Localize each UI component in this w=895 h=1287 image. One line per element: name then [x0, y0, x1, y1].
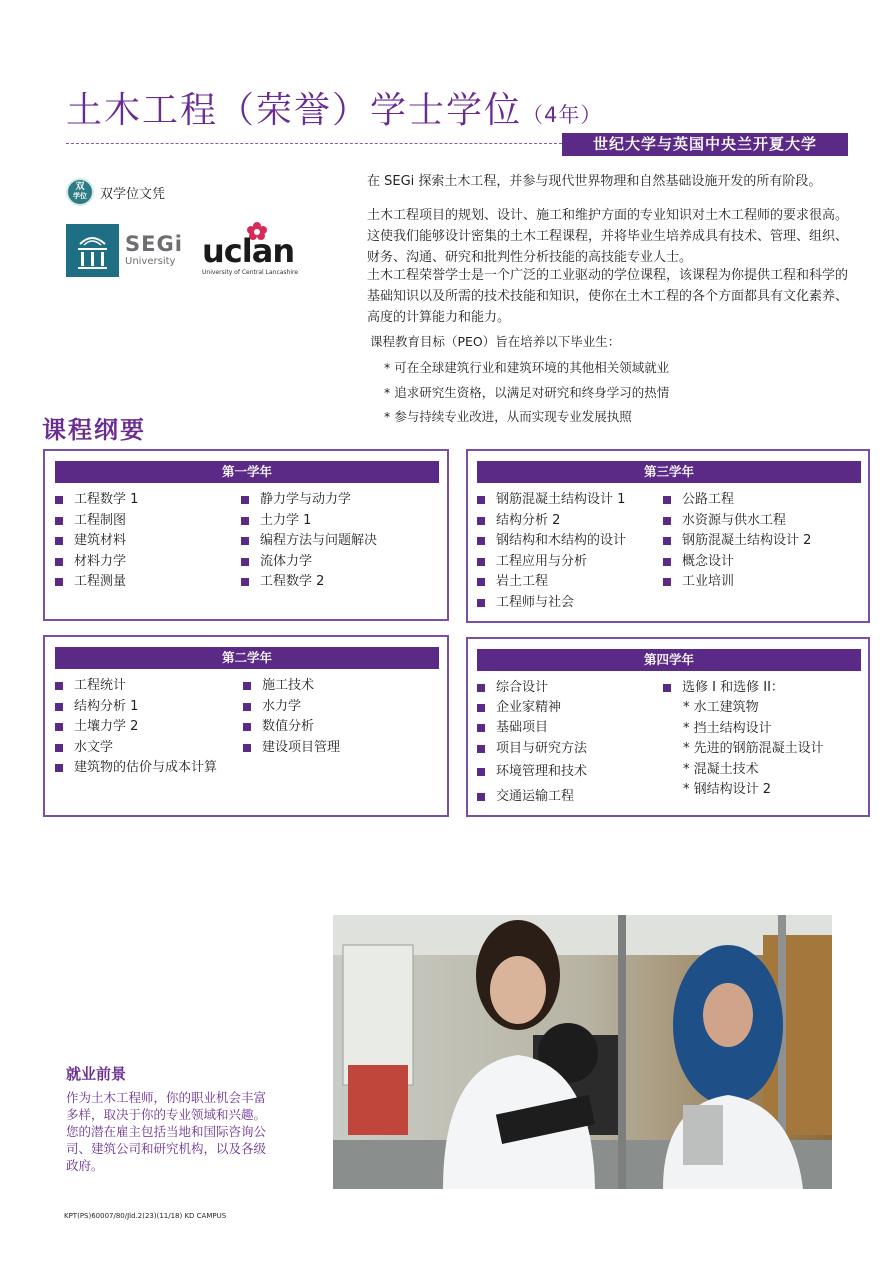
course-item: 编程方法与问题解决 [241, 531, 377, 552]
year1-col1 [55, 490, 138, 593]
elective-item: * 混凝土技术 [683, 761, 759, 777]
segi-sub: University [125, 256, 176, 267]
career-text: 作为土木工程师，你的职业机会丰富多样，取决于你的专业领域和兴趣。您的潜在雇主包括当地和国际咨询公司、建筑公司和研究机构，以及各级政府。 [66, 1090, 267, 1173]
course-item: 工程测量 [55, 572, 138, 593]
course-item: 工程数学 1 [55, 490, 138, 511]
segi-logo [66, 224, 183, 277]
dual-badge-top: 双 [75, 182, 85, 192]
footer-code: KPT(PS)60007/80/Jld.2(23)(11/18) KD CAMPUS [64, 1212, 227, 1220]
elective-item: * 钢结构设计 2 [683, 782, 772, 797]
course-item: 交通运输工程 [477, 784, 587, 810]
year4-col2 [663, 678, 784, 699]
course-item: 水资源与供水工程 [663, 511, 811, 532]
dual-degree-label: 双学位文凭 [100, 186, 166, 202]
syllabus-heading: 课程纲要 [42, 416, 146, 444]
course-item: 水力学 [243, 697, 340, 718]
course-item: 材料力学 [55, 552, 138, 573]
elective-list [683, 698, 824, 801]
course-item: 综合设计 [477, 678, 587, 698]
uclan-sub: University of Central Lancashire [202, 269, 299, 276]
title-main: 土木工程（荣誉）学士学位 [66, 90, 523, 131]
course-item: 工程统计 [55, 676, 217, 697]
course-item: 钢筋混凝土结构设计 2 [663, 531, 811, 552]
intro-paragraph-3: 土木工程荣誉学士是一个广泛的工业驱动的学位课程，该课程为你提供工程和科学的基础知识以及所需的技术技能和知识，使你在土木工程的各个方面都具有文化素养、高度的计算能力和能力。 [367, 268, 849, 325]
course-item: 土壤力学 2 [55, 717, 217, 738]
course-item: 结构分析 1 [55, 697, 217, 718]
elective-item: * 先进的钢筋混凝土设计 [683, 741, 824, 756]
uclan-name: uclan [202, 232, 295, 270]
year4-title: 第四学年 [477, 649, 861, 671]
intro-paragraph-1: 在 SEGi 探索土木工程，并参与现代世界物理和自然基础设施开发的所有阶段。 [367, 174, 822, 189]
course-item: 水文学 [55, 738, 217, 759]
course-item: 概念设计 [663, 552, 811, 573]
course-item: 项目与研究方法 [477, 738, 587, 760]
course-item: 钢结构和木结构的设计 [477, 531, 626, 552]
career-heading: 就业前景 [66, 1065, 127, 1083]
year1-col2 [241, 490, 377, 593]
elective-label: 选修 I 和选修 II： [663, 678, 784, 699]
dual-badge-bottom: 学位 [73, 192, 87, 200]
subtitle-banner: 世纪大学与英国中央兰开夏大学 [562, 133, 848, 156]
dual-degree-badge [66, 178, 165, 206]
year2-col1 [55, 676, 217, 779]
course-item: 公路工程 [663, 490, 811, 511]
course-item: 静力学与动力学 [241, 490, 377, 511]
page-title [66, 82, 602, 133]
course-item: 建筑物的估价与成本计算 [55, 758, 217, 779]
intro-paragraph-2: 土木工程项目的规划、设计、施工和维护方面的专业知识对土木工程师的要求很高。这使我们能够设计密集的土木工程课程，并将毕业生培养成具有技术、管理、组织、财务、沟通、研究和批判性分析技能的高技能专业人士。 [367, 208, 849, 265]
course-item: 工程师与社会 [477, 593, 626, 614]
course-item: 工业培训 [663, 572, 811, 593]
course-item: 工程数学 2 [241, 572, 377, 593]
uclan-logo [202, 224, 298, 280]
course-item: 结构分析 2 [477, 511, 626, 532]
peo-list [384, 356, 669, 430]
year3-col2 [663, 490, 811, 593]
elective-item: * 水工建筑物 [683, 700, 759, 715]
lab-photo-illustration [333, 915, 832, 1189]
peo-heading: 课程教育目标（PEO）旨在培养以下毕业生： [370, 334, 621, 349]
course-item: 建筑材料 [55, 531, 138, 552]
elective-item: * 挡土结构设计 [683, 720, 772, 736]
title-divider [66, 143, 562, 144]
course-item: 工程制图 [55, 511, 138, 532]
year3-col1 [477, 490, 626, 613]
course-item: 流体力学 [241, 552, 377, 573]
course-item: 基础项目 [477, 718, 587, 738]
title-years: （4年） [522, 103, 603, 127]
year1-title: 第一学年 [55, 461, 439, 483]
peo-item: * 追求研究生资格，以满足对研究和终身学习的热情 [384, 384, 670, 400]
course-item: 企业家精神 [477, 698, 587, 718]
year3-title: 第三学年 [477, 461, 861, 483]
year2-title: 第二学年 [55, 647, 439, 669]
course-item: 建设项目管理 [243, 738, 340, 759]
peo-item: * 可在全球建筑行业和建筑环境的其他相关领域就业 [384, 360, 670, 375]
course-item: 钢筋混凝土结构设计 1 [477, 490, 626, 511]
year4-col1 [477, 678, 587, 810]
course-item: 施工技术 [243, 676, 340, 697]
course-item: 岩土工程 [477, 572, 626, 593]
course-item: 数值分析 [243, 717, 340, 738]
segi-emblem-icon [66, 224, 119, 277]
year2-col2 [243, 676, 340, 758]
segi-name: SEGi [125, 232, 183, 256]
peo-item: * 参与持续专业改进，从而实现专业发展执照 [384, 409, 632, 424]
lab-photo [333, 915, 832, 1189]
course-item: 环境管理和技术 [477, 760, 587, 784]
course-item: 土力学 1 [241, 511, 377, 532]
dual-degree-icon [66, 178, 94, 206]
course-item: 工程应用与分析 [477, 552, 626, 573]
